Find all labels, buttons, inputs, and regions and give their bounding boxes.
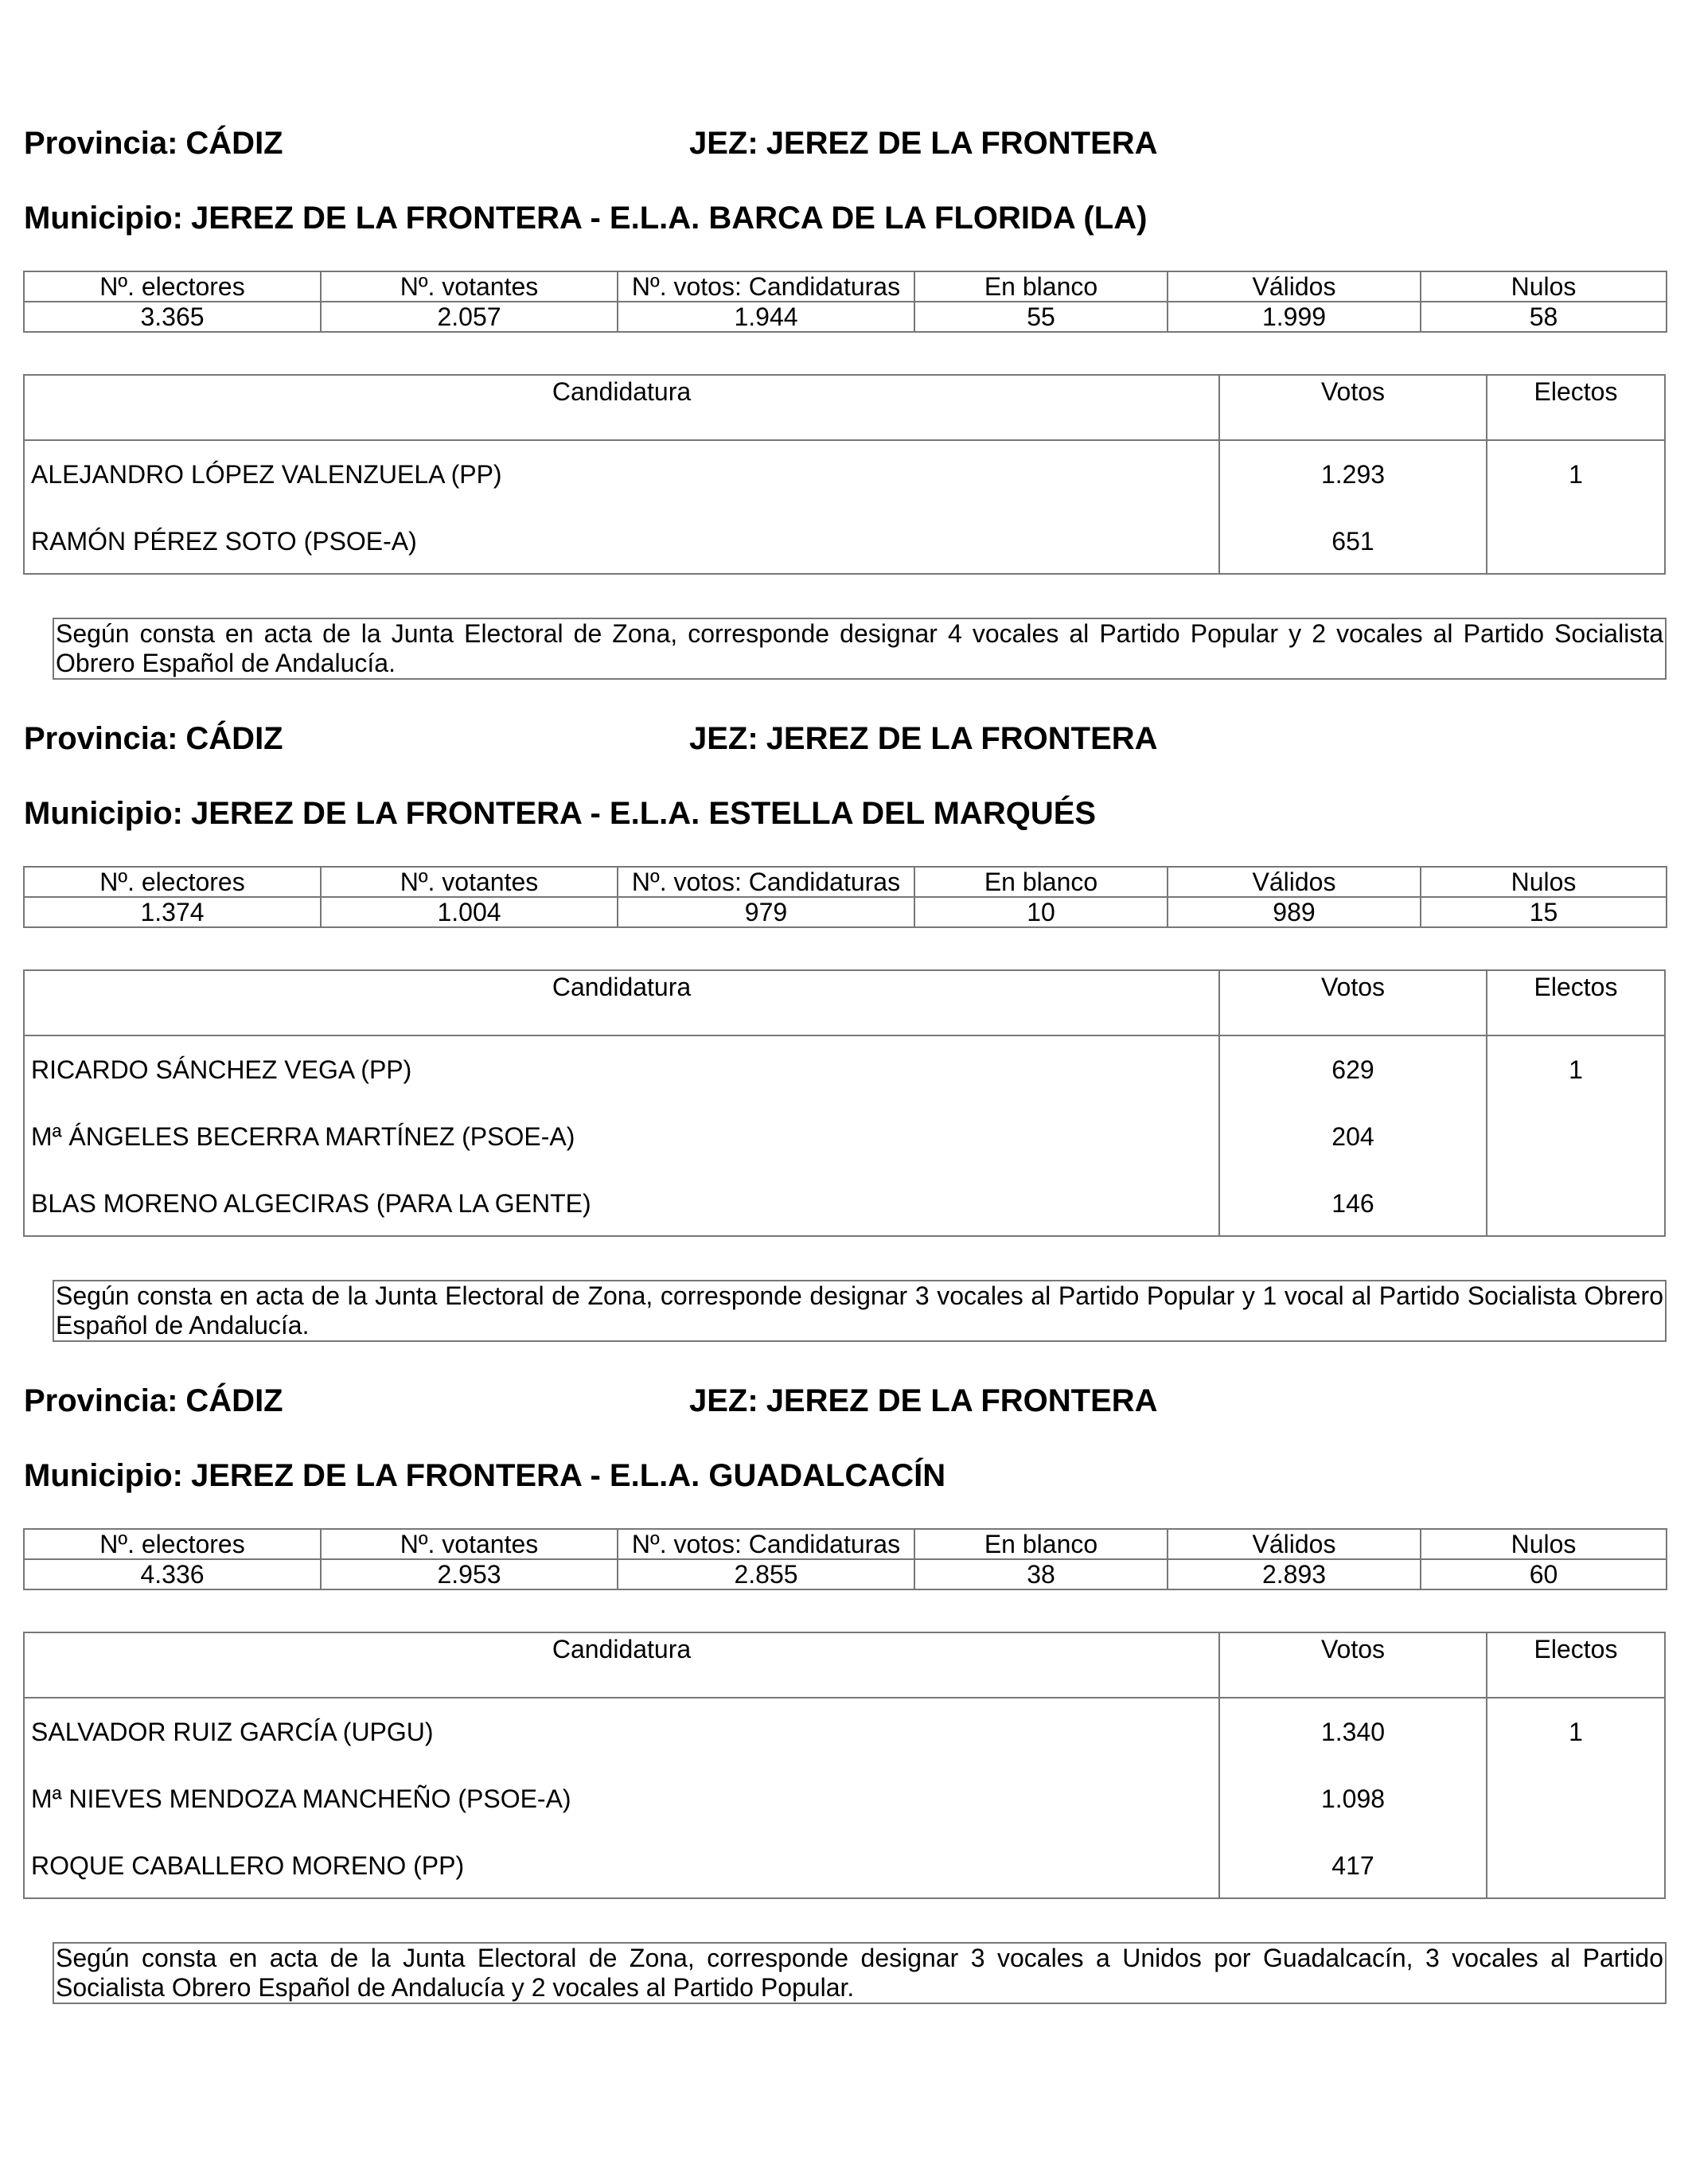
candidates-table: [23, 1632, 1666, 1899]
stats-header-cell: Nulos: [1421, 271, 1667, 302]
stats-header-cell: Nulos: [1421, 1529, 1667, 1559]
candidate-name: ALEJANDRO LÓPEZ VALENZUELA (PP): [31, 460, 502, 489]
stats-value-cell: 55: [914, 302, 1168, 332]
stats-table: [23, 866, 1667, 928]
stats-header-cell: En blanco: [914, 1529, 1168, 1559]
candidate-name: BLAS MORENO ALGECIRAS (PARA LA GENTE): [31, 1189, 591, 1218]
stats-header-cell: Nº. electores: [24, 271, 321, 302]
votos-header: Votos: [1320, 1635, 1386, 1663]
stats-table: [23, 271, 1667, 333]
provincia-heading: Provincia: CÁDIZ: [24, 721, 283, 756]
candidatura-header: Candidatura: [552, 973, 692, 1001]
candidate-name: RICARDO SÁNCHEZ VEGA (PP): [31, 1055, 412, 1084]
stats-value-cell: 10: [914, 897, 1168, 927]
jez-heading: JEZ: JEREZ DE LA FRONTERA: [689, 721, 1158, 756]
stats-header-cell: Nº. votos: Candidaturas: [618, 1529, 914, 1559]
stats-header-cell: En blanco: [914, 867, 1168, 897]
candidate-votes: 651: [1331, 527, 1374, 556]
electos-header: Electos: [1534, 1635, 1618, 1663]
provincia-heading: Provincia: CÁDIZ: [24, 1383, 283, 1418]
candidate-row: [25, 1832, 1664, 1899]
municipality-section: [0, 1258, 1692, 2002]
stats-header-row: [24, 1529, 1667, 1559]
candidate-row: [25, 441, 1664, 508]
votos-header: Votos: [1320, 973, 1386, 1001]
candidate-votes: 629: [1331, 1055, 1374, 1084]
provincia-heading: Provincia: CÁDIZ: [24, 126, 283, 161]
municipality-section: [0, 0, 1692, 677]
stats-value-cell: 58: [1421, 302, 1667, 332]
stats-header-cell: Nulos: [1421, 867, 1667, 897]
stats-value-cell: 38: [914, 1559, 1168, 1589]
stats-header-cell: Nº. votos: Candidaturas: [618, 867, 914, 897]
stats-value-cell: 2.057: [321, 302, 618, 332]
stats-value-row: [24, 897, 1667, 927]
candidate-electos: 1: [1569, 460, 1583, 489]
stats-header-row: [24, 271, 1667, 302]
candidate-name: ROQUE CABALLERO MORENO (PP): [31, 1851, 465, 1880]
designation-note: Según consta en acta de la Junta Electoral de Zona, corresponde designar 3 vocales a Unidos por Guadalcacín, 3 vocales al Partido Socialista Obrero Español de Andalucía y 2 vocales al Partido Popular.: [53, 1942, 1667, 2004]
candidates-table: [23, 374, 1666, 575]
stats-header-cell: Válidos: [1168, 867, 1421, 897]
municipality-section: [0, 595, 1692, 1340]
municipio-heading: Municipio: JEREZ DE LA FRONTERA - E.L.A. ESTELLA DEL MARQUÉS: [24, 796, 1097, 831]
stats-value-cell: 1.999: [1168, 302, 1421, 332]
stats-header-cell: Nº. votos: Candidaturas: [618, 271, 914, 302]
electos-header: Electos: [1534, 377, 1618, 406]
candidate-row: [25, 1103, 1664, 1170]
stats-header-cell: Nº. votantes: [321, 867, 618, 897]
candidate-votes: 1.340: [1320, 1718, 1386, 1746]
candidate-row: [25, 1765, 1664, 1832]
stats-header-cell: Nº. electores: [24, 867, 321, 897]
candidate-row: [25, 508, 1664, 575]
stats-value-cell: 3.365: [24, 302, 321, 332]
municipio-heading: Municipio: JEREZ DE LA FRONTERA - E.L.A. BARCA DE LA FLORIDA (LA): [24, 201, 1148, 236]
stats-header-row: [24, 867, 1667, 897]
candidate-votes: 417: [1331, 1851, 1374, 1880]
stats-value-cell: 60: [1421, 1559, 1667, 1589]
stats-header-cell: Válidos: [1168, 271, 1421, 302]
candidate-row: [25, 1698, 1664, 1765]
jez-heading: JEZ: JEREZ DE LA FRONTERA: [689, 1383, 1158, 1418]
stats-header-cell: Nº. electores: [24, 1529, 321, 1559]
stats-value-cell: 989: [1168, 897, 1421, 927]
votos-header: Votos: [1320, 377, 1386, 406]
candidate-name: Mª NIEVES MENDOZA MANCHEÑO (PSOE-A): [31, 1784, 571, 1813]
stats-value-cell: 2.953: [321, 1559, 618, 1589]
designation-note: Según consta en acta de la Junta Electoral de Zona, corresponde designar 4 vocales al Partido Popular y 2 vocales al Partido Socialista Obrero Español de Andalucía.: [53, 618, 1667, 680]
candidate-row: [25, 1036, 1664, 1103]
candidatura-header: Candidatura: [552, 377, 692, 406]
stats-value-cell: 4.336: [24, 1559, 321, 1589]
candidate-electos: 1: [1569, 1718, 1583, 1746]
candidate-name: SALVADOR RUIZ GARCÍA (UPGU): [31, 1718, 434, 1746]
stats-value-cell: 1.374: [24, 897, 321, 927]
stats-value-cell: 1.004: [321, 897, 618, 927]
municipio-heading: Municipio: JEREZ DE LA FRONTERA - E.L.A. GUADALCACÍN: [24, 1458, 946, 1493]
stats-value-cell: 15: [1421, 897, 1667, 927]
designation-note: Según consta en acta de la Junta Electoral de Zona, corresponde designar 3 vocales al Partido Popular y 1 vocal al Partido Socialista Obrero Español de Andalucía.: [53, 1280, 1667, 1342]
stats-header-cell: En blanco: [914, 271, 1168, 302]
candidate-name: RAMÓN PÉREZ SOTO (PSOE-A): [31, 527, 417, 556]
candidate-electos: 1: [1569, 1055, 1583, 1084]
stats-value-cell: 1.944: [618, 302, 914, 332]
candidate-row: [25, 1170, 1664, 1237]
candidate-votes: 1.293: [1320, 460, 1386, 489]
stats-value-cell: 2.893: [1168, 1559, 1421, 1589]
stats-header-cell: Válidos: [1168, 1529, 1421, 1559]
stats-value-cell: 979: [618, 897, 914, 927]
stats-value-row: [24, 1559, 1667, 1589]
candidate-votes: 1.098: [1320, 1784, 1386, 1813]
electos-header: Electos: [1534, 973, 1618, 1001]
jez-heading: JEZ: JEREZ DE LA FRONTERA: [689, 126, 1158, 161]
candidate-name: Mª ÁNGELES BECERRA MARTÍNEZ (PSOE-A): [31, 1122, 575, 1151]
candidatura-header: Candidatura: [552, 1635, 692, 1663]
stats-table: [23, 1528, 1667, 1590]
candidate-votes: 204: [1331, 1122, 1374, 1151]
stats-header-cell: Nº. votantes: [321, 1529, 618, 1559]
stats-value-cell: 2.855: [618, 1559, 914, 1589]
stats-value-row: [24, 302, 1667, 332]
stats-header-cell: Nº. votantes: [321, 271, 618, 302]
candidates-table: [23, 969, 1666, 1237]
candidate-votes: 146: [1331, 1189, 1374, 1218]
